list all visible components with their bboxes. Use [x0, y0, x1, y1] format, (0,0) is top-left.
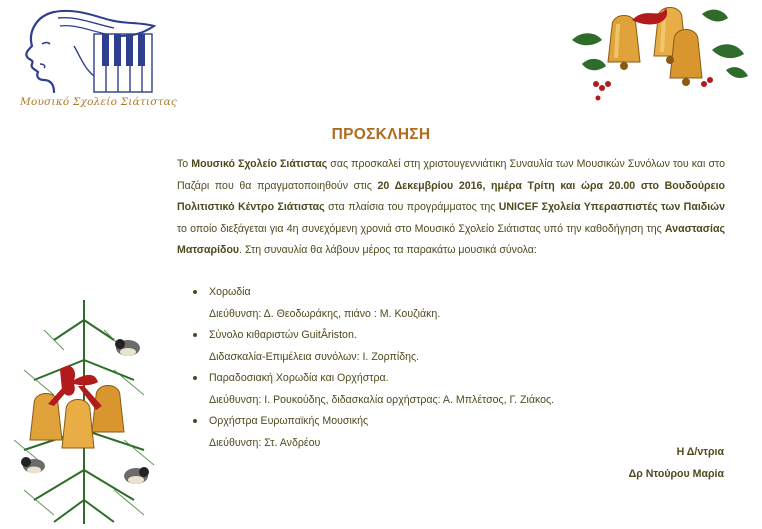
body-text-run: Το	[177, 158, 192, 170]
bullet-icon	[193, 419, 197, 423]
list-item	[193, 368, 713, 411]
signature-name: Δρ Ντούρου Μαρία	[628, 467, 724, 480]
body-text-run: το οποίο διεξάγεται για 4η συνεχόμενη χρονιά στο Μουσικό Σχολείο Σιάτιστας υπό την καθοδήγηση της	[177, 222, 665, 235]
body-text-run: στα πλαίσια του προγράμματος της	[324, 201, 499, 213]
coordinator-name: Αναστασίας Ματσαρίδου	[177, 222, 725, 256]
signature-role: Η Δ/ντρια	[676, 446, 724, 458]
face-piano-logo-icon	[14, 6, 162, 106]
ensemble-name: Παραδοσιακή Χορωδία και Ορχήστρα.	[209, 372, 389, 384]
signature-block	[629, 442, 724, 485]
logo-caption: Μουσικό Σχολείο Σιάτιστας	[20, 96, 177, 108]
ensemble-name: Ορχήστρα Ευρωπαϊκής Μουσικής	[209, 415, 369, 427]
school-name: Μουσικό Σχολείο Σιάτιστας	[191, 158, 328, 170]
christmas-bells-pine-birds-icon	[4, 300, 164, 524]
ensemble-name: Χορωδία	[209, 286, 251, 298]
christmas-bells-icon	[562, 0, 752, 108]
bullet-icon	[193, 333, 197, 337]
list-item	[193, 282, 713, 325]
ensemble-detail: Διδασκαλία-Επιμέλεια συνόλων: Ι. Ζορπίδης.	[209, 350, 420, 363]
body-text-run: σας προσκαλεί στη χριστουγεννιάτικη Συναυλία των Μουσικών Συνόλων του και στο Παζάρι που θα πραγματοποιηθούν στις	[177, 158, 725, 192]
ensemble-detail: Διεύθυνση: Δ. Θεοδωράκης, πιάνο : Μ. Κουζιάκη.	[209, 307, 441, 320]
ensemble-name: Σύνολο κιθαριστών GuitÂriston.	[209, 329, 357, 341]
list-item	[193, 325, 713, 368]
event-date-venue: 20 Δεκεμβρίου 2016, ημέρα Τρίτη και ώρα 20.00 στο Βουδούρειο Πολιτιστικό Κέντρο Σιάτιστας	[177, 179, 726, 213]
ensemble-detail: Διεύθυνση: Στ. Ανδρέου	[209, 436, 321, 449]
bullet-icon	[193, 290, 197, 294]
program-name: UNICEF Σχολεία Υπερασπιστές των Παιδιών	[498, 201, 725, 213]
body-text-run: . Στη συναυλία θα λάβουν μέρος τα παρακάτω μουσικά σύνολα:	[239, 244, 537, 256]
bullet-icon	[193, 376, 197, 380]
ensemble-detail: Διεύθυνση: Ι. Ρουκούδης, διδασκαλία ορχήστρας: Α. Μπλέτσος, Γ. Ζιάκος.	[209, 393, 555, 406]
invitation-body	[177, 154, 725, 262]
ensembles-list	[193, 282, 713, 454]
invitation-title: ΠΡΟΣΚΛΗΣΗ	[331, 126, 431, 143]
